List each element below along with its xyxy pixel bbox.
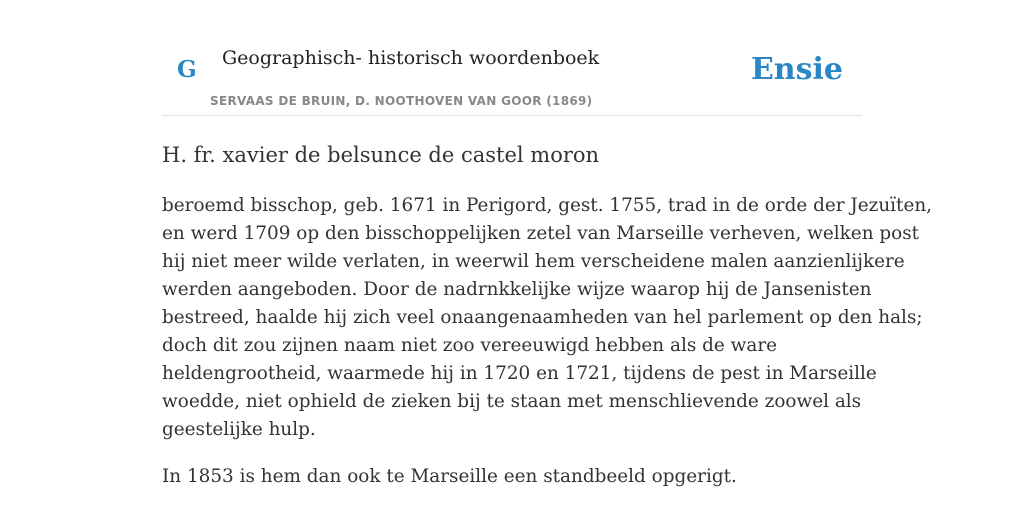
paragraph-line: doch dit zou zijnen naam niet zoo vereeuwigd hebben als de ware — [162, 335, 777, 356]
paragraph-line: en werd 1709 op den bisschoppelijken zetel van Marseille verheven, welken post — [162, 223, 920, 244]
paragraph-line: werden aangeboden. Door de nadrnkkelijke wijze waarop hij de Jansenisten — [162, 279, 872, 300]
paragraph-line: beroemd bisschop, geb. 1671 in Perigord, gest. 1755, trad in de orde der Jezuïten, — [162, 195, 933, 216]
paragraph-line: woedde, niet ophield de zieken bij te staan met menschlievende zoowel als — [162, 391, 862, 412]
paragraph-line: geestelijke hulp. — [162, 419, 316, 440]
entry-paragraph-1 — [162, 192, 933, 444]
entry-paragraph-2: In 1853 is hem dan ook te Marseille een standbeeld opgerigt. — [162, 466, 737, 487]
dictionary-header — [162, 0, 862, 116]
ensie-logo[interactable]: Ensie — [750, 52, 843, 87]
paragraph-line: hij niet meer wilde verlaten, in weerwil hem verscheidene malen aanzienlijkere — [162, 251, 905, 272]
dictionary-letter-link[interactable]: G — [177, 56, 197, 83]
entry-title: H. fr. xavier de belsunce de castel moron — [162, 143, 600, 167]
paragraph-line: bestreed, haalde hij zich veel onaangenaamheden van hel parlement op den hals; — [162, 307, 923, 328]
dictionary-title[interactable]: Geographisch- historisch woordenboek — [222, 47, 600, 69]
dictionary-authors: SERVAAS DE BRUIN, D. NOOTHOVEN VAN GOOR (1869) — [210, 94, 593, 108]
paragraph-line: heldengrootheid, waarmede hij in 1720 en 1721, tijdens de pest in Marseille — [162, 363, 877, 384]
